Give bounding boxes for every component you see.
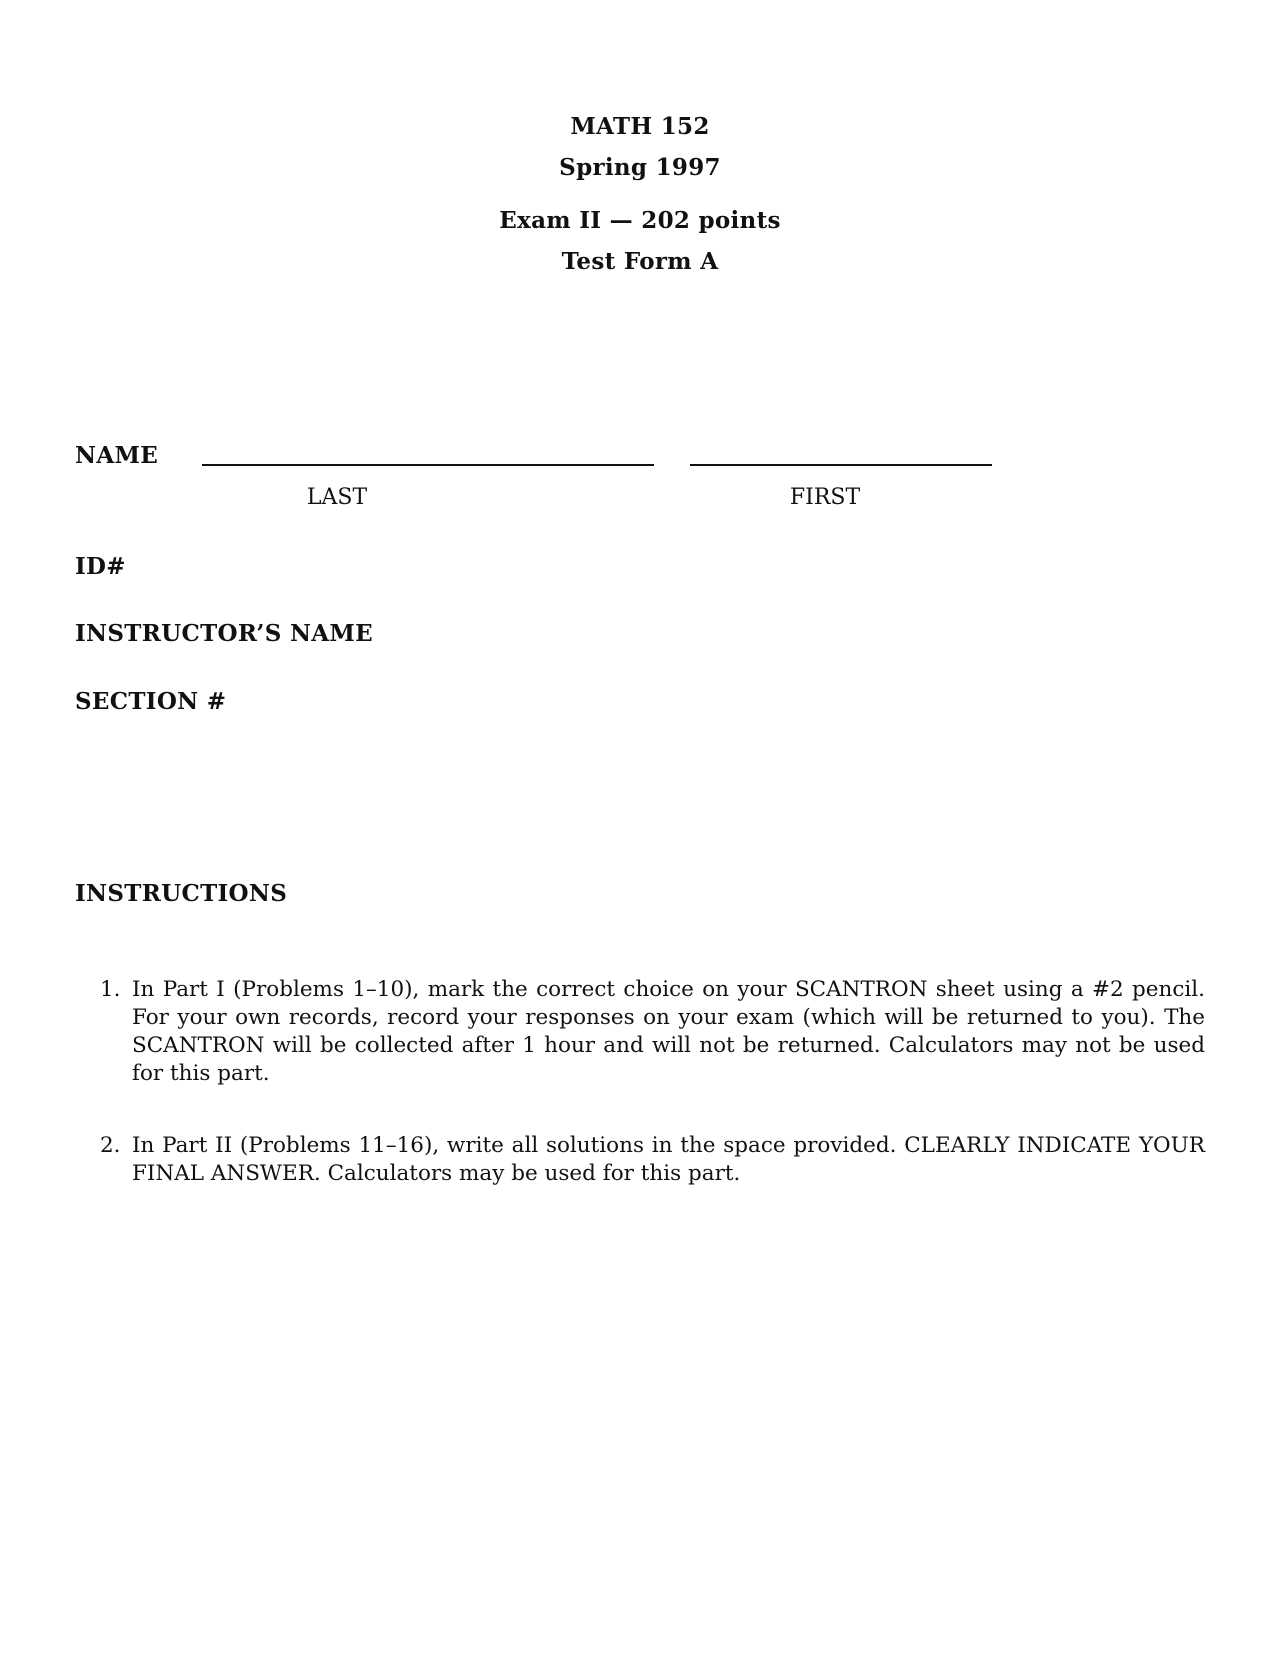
instructions-heading: INSTRUCTIONS (75, 880, 288, 907)
first-name-line[interactable] (690, 464, 992, 466)
list-item-text: In Part I (Problems 1–10), mark the correct choice on your SCANTRON sheet using a #2 pencil. For your own records, record your responses on your exam (which will be returned to you). The SCANTRON will be collected after 1 hour and will not be returned. Calculators may not be used for this part. (132, 977, 1205, 1086)
list-item-text: In Part II (Problems 11–16), write all solutions in the space provided. CLEARLY INDICATE YOUR FINAL ANSWER. Calculators may be used for this part. (132, 1133, 1205, 1186)
instructor-name-label: INSTRUCTOR’S NAME (75, 620, 374, 647)
id-label: ID# (75, 553, 126, 580)
list-item (100, 976, 1205, 1088)
section-label: SECTION # (75, 688, 227, 715)
test-form-title: Test Form A (561, 248, 719, 275)
instructions-list (100, 976, 1205, 1188)
name-label: NAME (75, 442, 159, 469)
term-title: Spring 1997 (559, 154, 721, 181)
list-item-number: 1. (100, 977, 121, 1002)
last-name-line[interactable] (202, 464, 654, 466)
list-item-number: 2. (100, 1133, 121, 1158)
list-item (100, 1132, 1205, 1188)
last-name-caption: LAST (306, 485, 368, 510)
course-title: MATH 152 (570, 113, 710, 140)
exam-title: Exam II — 202 points (499, 207, 781, 234)
first-name-caption: FIRST (789, 485, 861, 510)
